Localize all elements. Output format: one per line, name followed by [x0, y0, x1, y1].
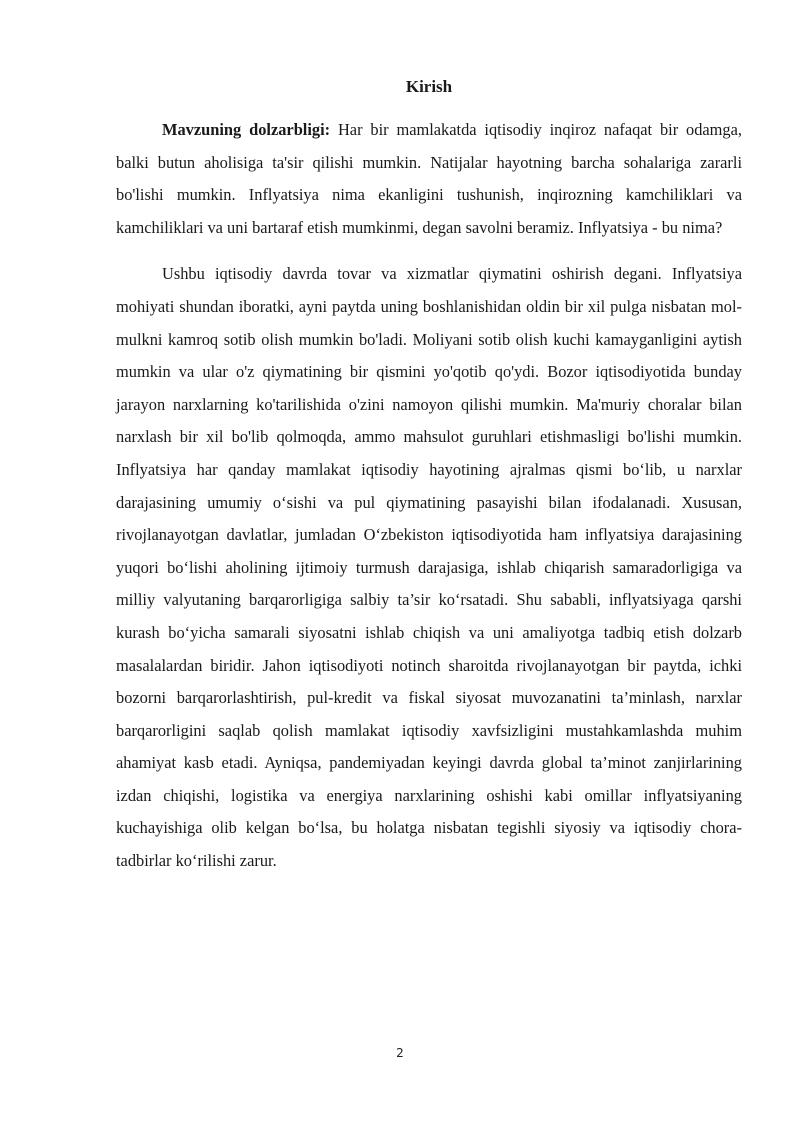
paragraph-lead: Mavzuning dolzarbligi:: [162, 120, 331, 139]
paragraph-inflation: [116, 258, 742, 877]
paragraph-text: Har bir mamlakatda iqtisodiy inqiroz nafaqat bir odamga, balki butun aholisiga ta'sir qilishi mumkin. Natijalar hayotning barcha sohalariga zararli bo'lishi mumkin. Inflyatsiya nima ekanligini tushunish, inqirozning kamchiliklari va kamchiliklari va uni bartaraf etish mumkinmi, degan savolni beramiz. Inflyatsiya - bu nima?: [116, 120, 742, 237]
section-title: Kirish: [405, 77, 453, 96]
page-number: 2: [396, 1046, 404, 1060]
paragraph-relevance: [116, 114, 742, 244]
paragraph-text: Ushbu iqtisodiy davrda tovar va xizmatlar qiymatini oshirish degani. Inflyatsiya mohiyati shundan iboratki, ayni paytda uning boshlanishidan oldin bir xil pulga nisbatan mol-mulkni kamroq sotib olish mumkin bo'ladi. Moliyani sotib olish kuchi kamayganligini aytish mumkin va ular o'z qiymatining bir qismini yo'qotib qo'ydi. Bozor iqtisodiyotida bunday jarayon narxlarning ko'tarilishida o'zini namoyon qilishi mumkin. Ma'muriy choralar bilan narxlash bir xil bo'lib qolmoqda, ammo mahsulot guruhlari etishmasligi bo'lishi mumkin. Inflyatsiya har qanday mamlakat iqtisodiy hayotining ajralmas qismi bo‘lib, u narxlar darajasining umumiy o‘sishi va pul qiymatining pasayishi bilan ifodalanadi. Xususan, rivojlanayotgan davlatlar, jumladan O‘zbekiston iqtisodiyotida ham inflyatsiya darajasining yuqori bo‘lishi aholining ijtimoiy turmush darajasiga, ishlab chiqarish samaradorligiga va milliy valyutaning barqarorligiga salbiy ta’sir ko‘rsatadi. Shu sababli, inflyatsiyaga qarshi kurash bo‘yicha samarali siyosatni ishlab chiqish va uni amaliyotga tadbiq etish dolzarb masalalardan biridir. Jahon iqtisodiyoti notinch sharoitda rivojlanayotgan bir paytda, ichki bozorni barqarorlashtirish, pul-kredit va fiskal siyosat muvozanatini ta’minlash, narxlar barqarorligini saqlab qolish mamlakat iqtisodiy xavfsizligini mustahkamlashda muhim ahamiyat kasb etadi. Ayniqsa, pandemiyadan keyingi davrda global ta’minot zanjirlarining izdan chiqishi, logistika va energiya narxlarining oshishi kabi omillar inflyatsiyaning kuchayishiga olib kelgan bo‘lsa, bu holatga nisbatan tegishli siyosiy va iqtisodiy chora-tadbirlar ko‘rilishi zarur.: [116, 264, 742, 871]
document-page: [116, 72, 742, 878]
